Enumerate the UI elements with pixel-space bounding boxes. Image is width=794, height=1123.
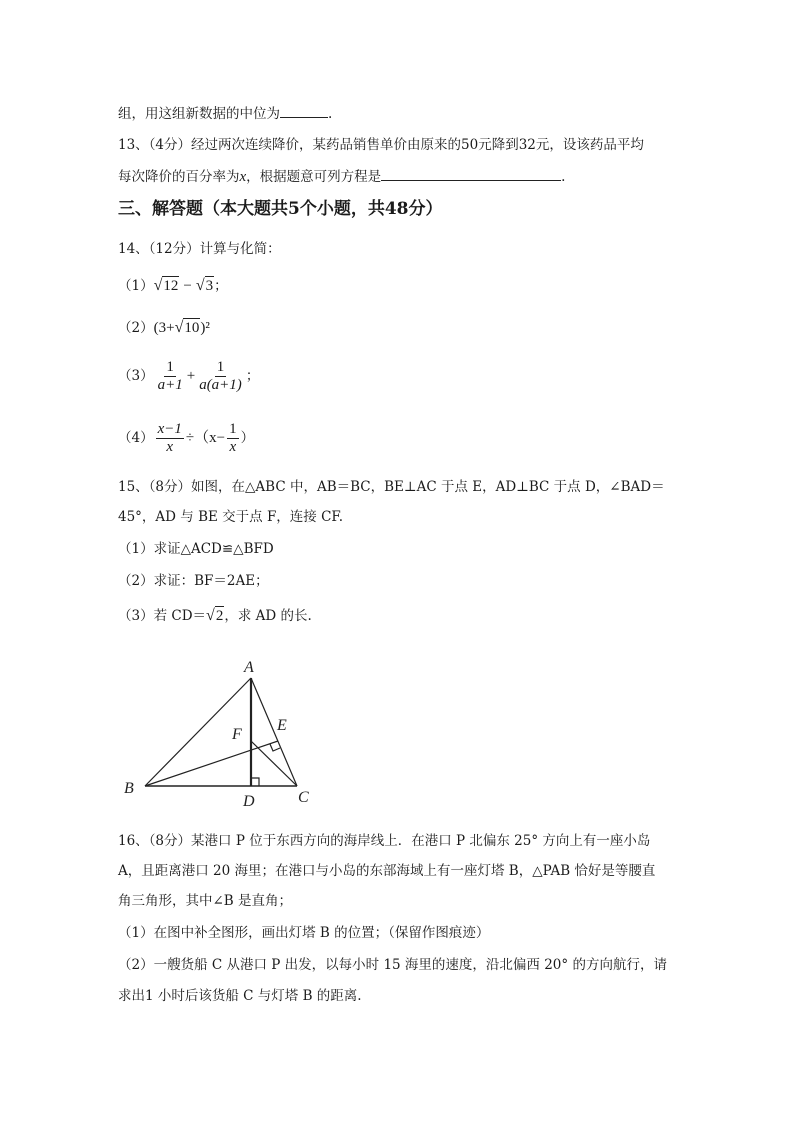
sqrt-symbol: √	[174, 319, 184, 336]
q15-p3a: （3）若 CD＝	[118, 608, 207, 624]
q14-p4-d2: x	[229, 439, 237, 455]
q13-text2a: 每次降价的百分率为	[118, 169, 240, 185]
q14-score: （12分）	[148, 241, 200, 257]
q13-text2b: ，根据题意可列方程是	[246, 169, 382, 185]
sqrt-symbol: √	[206, 607, 215, 624]
q14-p3-n1: 1	[166, 359, 174, 375]
segment-cf	[251, 741, 297, 786]
label-e: E	[277, 717, 287, 734]
right-angle-mark-d	[251, 778, 259, 786]
sqrt-symbol: √	[153, 277, 163, 294]
q13-label: 13、	[118, 137, 149, 153]
q14-p4-n2: 1	[229, 421, 237, 437]
q16-line3: 角三角形，其中∠B 是直角；	[118, 893, 293, 909]
q13-answer-blank[interactable]	[381, 166, 561, 181]
label-d: D	[243, 793, 255, 810]
q13-text1: 经过两次连续降价，某药品销售单价由原来的50元降到32元，设该药品平均	[191, 137, 644, 153]
q16-line2: A，且距离港口 20 海里；在港口与小岛的东部海域上有一座灯塔 B，△PAB 恰好是等腰直	[118, 863, 656, 879]
q15-text1: 如图，在△ABC 中，AB＝BC，BE⊥AC 于点 E，AD⊥BC 于点 D，∠BAD＝	[191, 479, 665, 495]
q13-line2	[118, 166, 565, 186]
q14-p4-op: ÷（x−	[185, 430, 226, 446]
q16-score: （8分）	[148, 833, 192, 849]
q14-line	[118, 240, 281, 258]
q16-part1: （1）在图中补全图形，画出灯塔 B 的位置；（保留作图痕迹）	[118, 925, 490, 941]
q16-text1: 某港口 P 位于东西方向的海岸线上．在港口 P 北偏东 25° 方向上有一座小岛	[191, 833, 651, 849]
q15-p3b: ，求 AD 的长.	[224, 608, 312, 624]
q14-p3-frac1	[156, 359, 185, 394]
q12-tail-line	[118, 103, 332, 123]
q14-p3-end: ；	[245, 368, 260, 384]
q14-p4-end: ）	[240, 430, 255, 446]
q12-tail-end: .	[328, 106, 333, 122]
label-a: A	[244, 659, 254, 676]
q14-p4-num: （4）	[118, 430, 154, 446]
q16-part2: （2）一艘货船 C 从港口 P 出发，以每小时 15 海里的速度，沿北偏西 20° 的方向航行，请	[118, 957, 667, 973]
q14-label: 14、	[118, 241, 149, 257]
q15-line2: 45°，AD 与 BE 交于点 F，连接 CF.	[118, 509, 343, 525]
right-angle-mark-e	[270, 744, 280, 751]
q16-part2b: 求出1 小时后该货船 C 与灯塔 B 的距离.	[118, 988, 362, 1004]
q12-tail-text: 组，用这组新数据的中位为	[118, 106, 280, 122]
q14-p3-n2: 1	[216, 359, 225, 375]
q14-p3-frac2	[197, 359, 244, 394]
q14-p4-frac1	[156, 421, 184, 456]
q14-part1	[118, 276, 228, 295]
q15-label: 15、	[118, 479, 149, 495]
q14-p4-d1: x	[166, 439, 174, 455]
q14-part3	[118, 356, 259, 396]
q14-text: 计算与化简：	[199, 241, 281, 257]
q14-p2-post: )²	[200, 320, 210, 336]
sqrt-symbol: √	[195, 277, 205, 294]
q14-p3-op: +	[186, 368, 196, 384]
q13-line1	[118, 136, 644, 154]
label-c: C	[298, 789, 309, 806]
q16-line1	[118, 832, 650, 850]
q12-answer-blank[interactable]	[280, 103, 328, 118]
triangle-figure	[110, 650, 330, 815]
q14-p3-d1: a+1	[157, 377, 183, 393]
q14-p4-frac2	[227, 421, 239, 456]
q15-part3	[118, 606, 312, 625]
q14-p1-end: ；	[214, 278, 228, 294]
q13-score: （4分）	[148, 137, 192, 153]
q14-part2	[118, 318, 210, 337]
q14-part4	[118, 418, 254, 458]
label-b: B	[124, 780, 134, 797]
q15-line1	[118, 478, 665, 496]
q14-p3-d2: a(a+1)	[199, 377, 242, 393]
q14-p2-radicand: 10	[184, 320, 200, 336]
section3-title: 三、解答题（本大题共5个小题，共48分）	[118, 199, 443, 219]
label-f: F	[232, 726, 242, 743]
q14-p1-radicand2: 3	[205, 278, 214, 294]
q16-label: 16、	[118, 833, 149, 849]
q13-end: .	[561, 169, 566, 185]
q14-p1-num: （1）	[118, 278, 154, 294]
q14-p2-pre: (3+	[153, 320, 175, 336]
q14-p2-num: （2）	[118, 320, 154, 336]
q15-part1: （1）求证△ACD≌△BFD	[118, 541, 274, 557]
q14-p1-radicand1: 12	[163, 278, 179, 294]
q14-p3-num: （3）	[118, 368, 154, 384]
q13-var: x	[239, 169, 247, 185]
q14-p4-n1: x−1	[157, 421, 182, 437]
q15-score: （8分）	[148, 479, 192, 495]
q14-p1-op: −	[183, 278, 192, 294]
q15-p3-radicand: 2	[215, 608, 224, 624]
q15-part2: （2）求证：BF＝2AE；	[118, 573, 269, 589]
segment-ac	[251, 678, 297, 786]
